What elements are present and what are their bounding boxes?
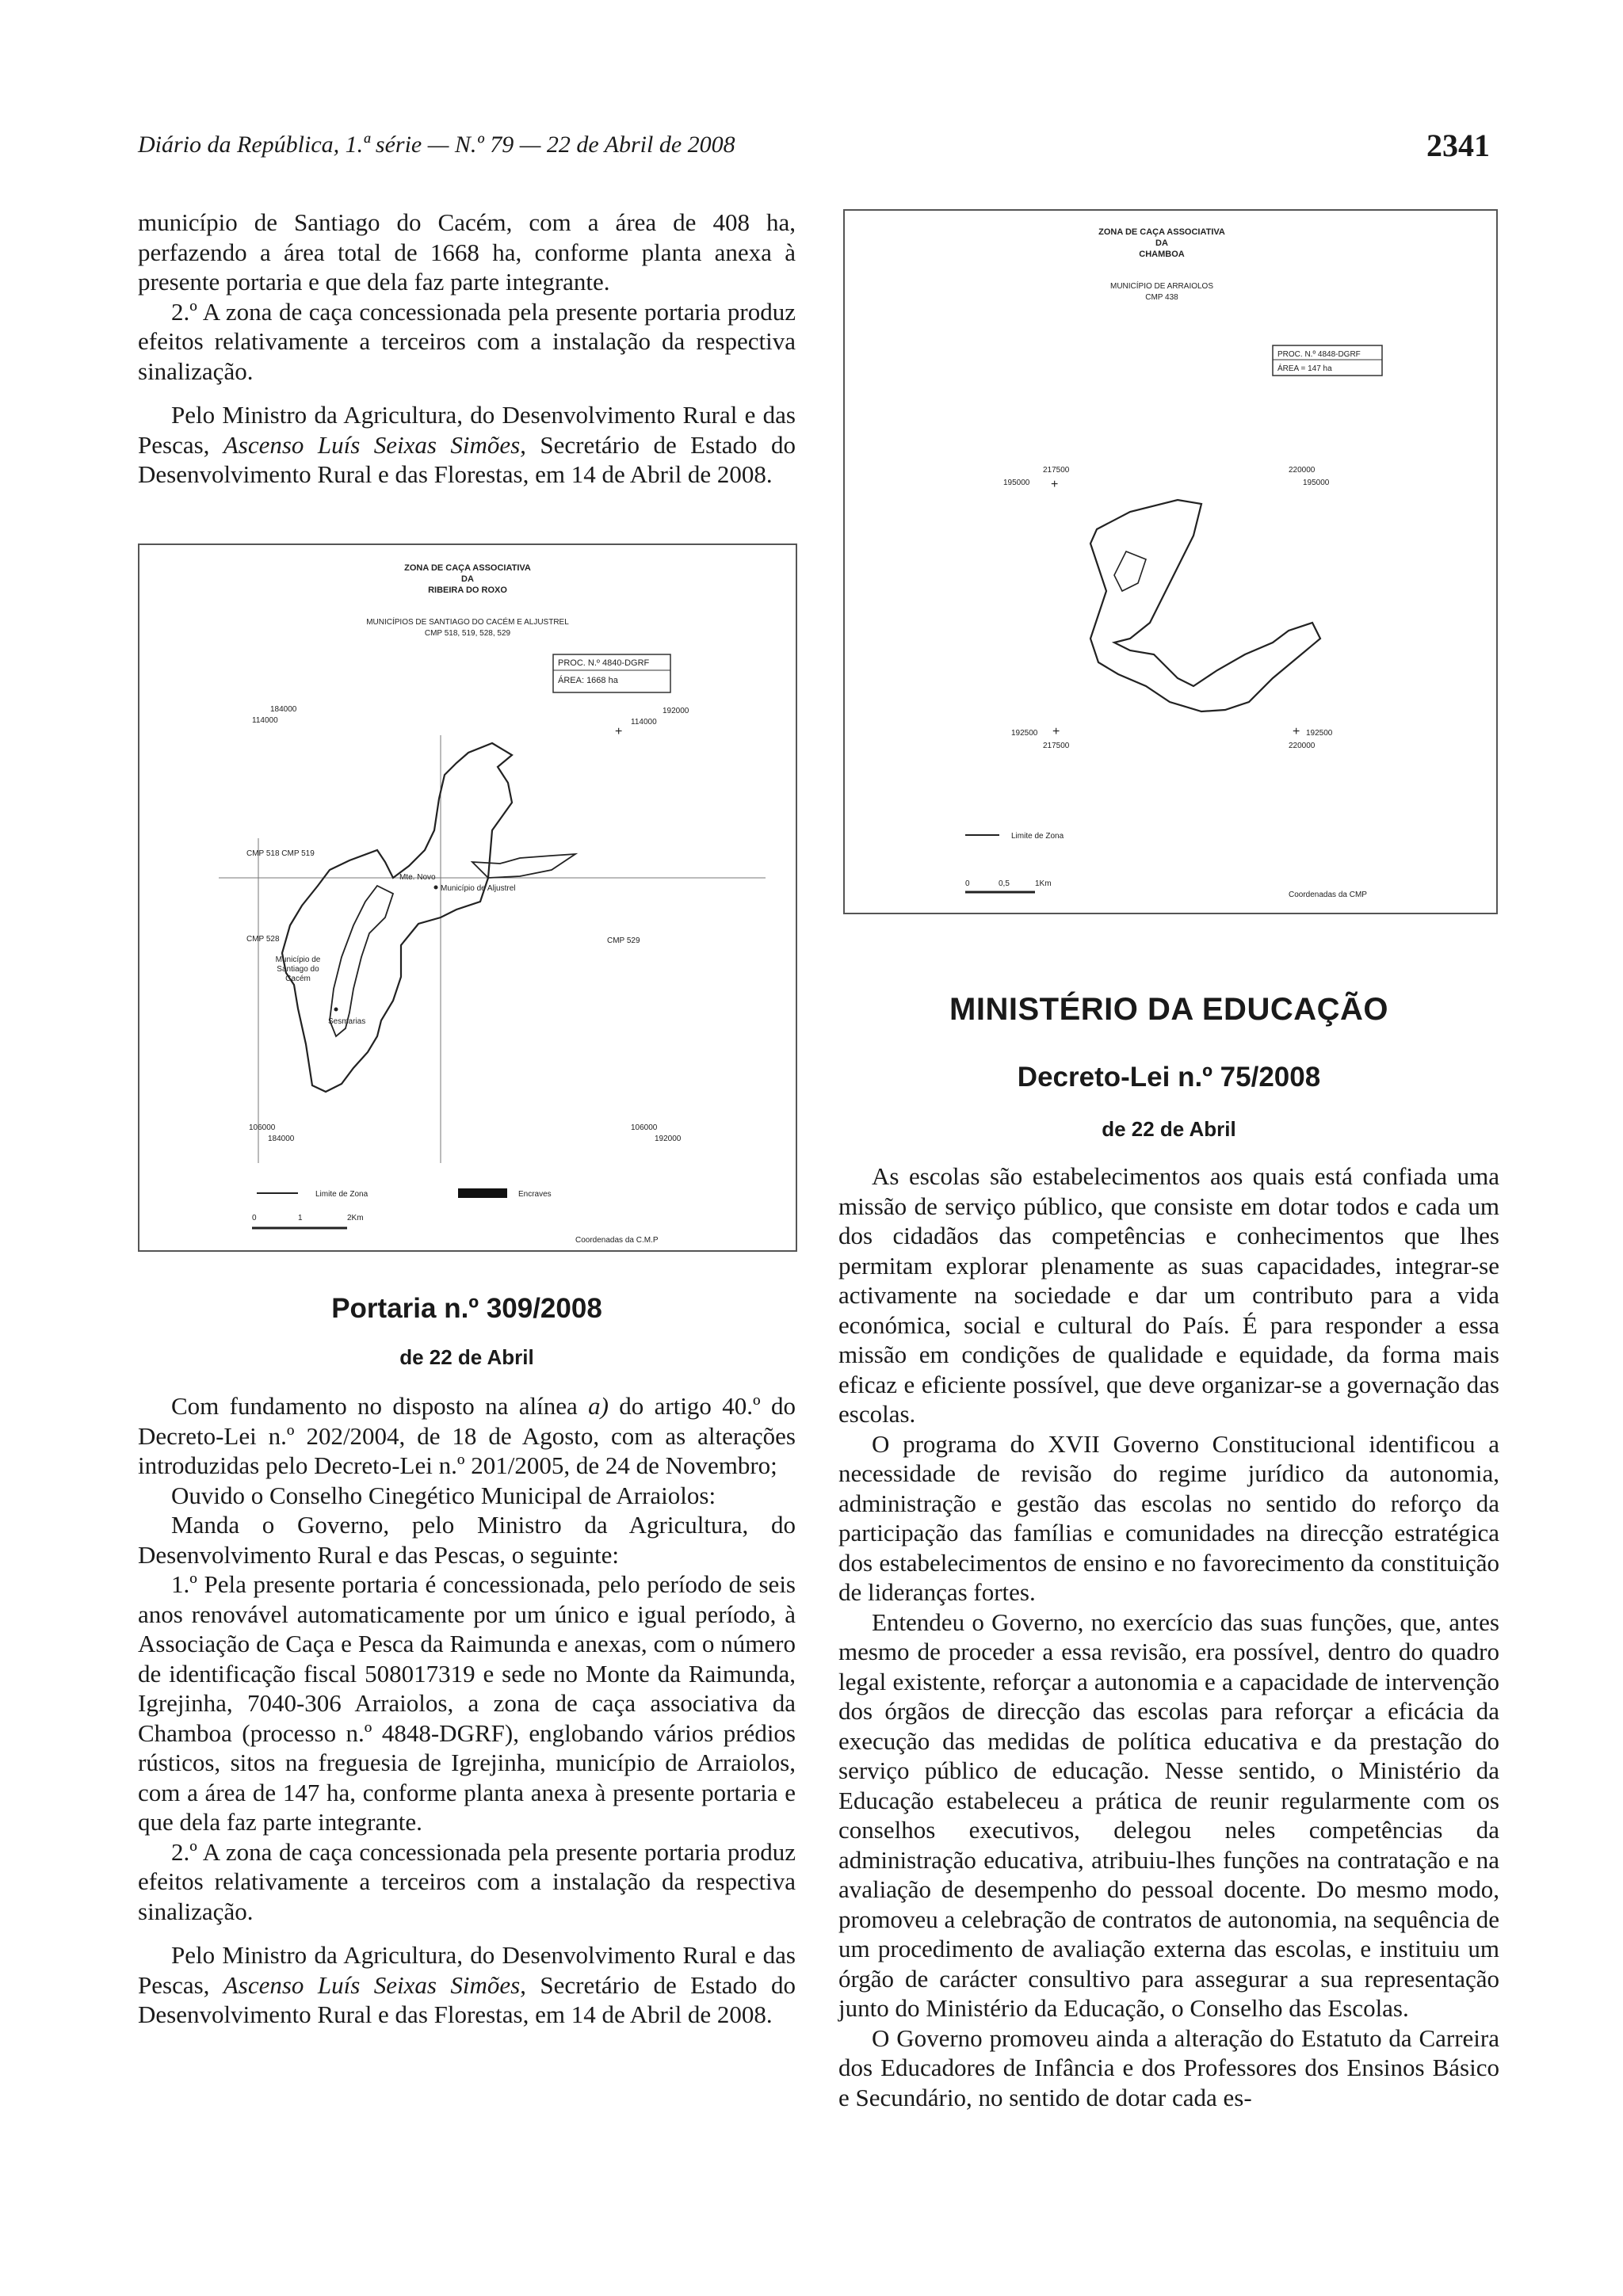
coord-label: 184000	[270, 705, 297, 714]
coord-label: 220000	[1289, 742, 1316, 750]
cross-marker: +	[1052, 725, 1060, 738]
paragraph: O Governo promoveu ainda a alteração do Estatuto da Carreira dos Educadores de Infância e dos Professores dos Ensinos Básico e Secundário, no sentido de dotar cada es-	[838, 2023, 1499, 2111]
paragraph: Manda o Governo, pelo Ministro da Agricultura, do Desenvolvimento Rural e das Pescas, o seguinte:	[138, 1511, 796, 1569]
map-subtitle: MUNICÍPIO DE ARRAIOLOS	[1109, 282, 1214, 291]
cmp-label: CMP 518 CMP 519	[246, 849, 315, 858]
scale-label: 0	[965, 879, 970, 888]
map-title: DA	[1155, 238, 1168, 248]
coord-label: 184000	[268, 1135, 295, 1143]
map-title: DA	[461, 574, 474, 584]
map-chamboa	[843, 209, 1498, 914]
paragraph: Entendeu o Governo, no exercício das suas funções, que, antes mesmo de proceder a essa revisão, era possível, dentro do quadro legal existente, reforçar a autonomia e a capacidade de intervenção dos órgãos de direcção das escolas para reforçar a eficácia da execução das medidas de política educativa e da prestação do serviço público de educação. Nesse sentido, o Ministério da Educação estabeleceu a prática de reunir regularmente com os conselhos executivos, delegou neles competências da administração educativa, atribuiu-lhes funções na contratação e na avaliação de desempenho do pessoal docente. Do mesmo modo, promoveu a celebração de contratos de autonomia, na sequência de um procedimento de avaliação externa das escolas, e instituiu um órgão de carácter consultivo para assegurar a sua representação junto do Ministério da Educação, o Conselho das Escolas.	[838, 1608, 1499, 2022]
scale-label: 0	[252, 1214, 257, 1222]
page-number: 2341	[1426, 128, 1490, 163]
paragraph: 2.º A zona de caça concessionada pela presente portaria produz efeitos relativamente a terceiros com a instalação da respectiva sinalização.	[138, 297, 796, 385]
scale-label: 1Km	[1035, 879, 1052, 888]
coords-note: Coordenadas da C.M.P	[575, 1236, 659, 1245]
decree-title: Decreto-Lei n.º 75/2008	[1017, 1062, 1321, 1093]
place-label: Mte. Novo	[399, 873, 436, 882]
paragraph: As escolas são estabelecimentos aos quais está confiada uma missão de serviço público, que consiste em dotar todos e cada um dos cidadãos das competências e conhecimentos que lhes permitam explorar plenamente as suas capacidades, integrar-se activamente na sociedade e dar um contributo para a vida económica, social e cultural do País. É para responder a essa missão em condições de qualidade e equidade, da forma mais eficaz e eficiente possível, que deve organizar-se a governação das escolas.	[838, 1162, 1499, 1428]
area-label: ÁREA: 1668 ha	[558, 676, 618, 685]
map-title: CHAMBOA	[1139, 250, 1185, 259]
coord-label: 217500	[1043, 466, 1070, 475]
portaria-title: Portaria n.º 309/2008	[331, 1293, 602, 1324]
coord-label: 195000	[1303, 479, 1330, 487]
proc-label: PROC. N.º 4840-DGRF	[558, 658, 650, 668]
coord-label: 195000	[1003, 479, 1030, 487]
map-subtitle: MUNICÍPIOS DE SANTIAGO DO CACÉM E ALJUSTREL	[366, 618, 569, 627]
cmp-label: CMP 528	[246, 935, 280, 944]
place-label: Município de Santiago do Cacém	[275, 955, 321, 983]
area-label: ÁREA = 147 ha	[1277, 364, 1332, 373]
portaria-body	[138, 1391, 796, 2030]
coord-label: 106000	[631, 1123, 658, 1132]
coords-note: Coordenadas da CMP	[1289, 891, 1367, 899]
map-subtitle: CMP 438	[1145, 293, 1178, 302]
map-title: RIBEIRA DO ROXO	[428, 585, 507, 595]
legend-label: Encraves	[518, 1190, 552, 1199]
coord-label: 114000	[252, 716, 278, 725]
paragraph: Ouvido o Conselho Cinegético Municipal de Arraiolos:	[171, 1481, 716, 1509]
coord-label: 217500	[1043, 742, 1070, 750]
map-ribeira-do-roxo	[138, 543, 797, 1252]
legend-label: Limite de Zona	[1011, 832, 1064, 841]
paragraph: O programa do XVII Governo Constitucional identificou a necessidade de revisão do regime jurídico da autonomia, administração e gestão das escolas no sentido do reforço da participação das famílias e comunidades na direcção estratégica dos estabelecimentos de ensino e no favorecimento da constituição de lideranças fortes.	[838, 1429, 1499, 1606]
cross-marker: +	[1051, 478, 1059, 491]
cross-marker: +	[615, 725, 623, 738]
scale-label: 2Km	[347, 1214, 364, 1222]
ministry-title: MINISTÉRIO DA EDUCAÇÃO	[949, 992, 1388, 1027]
map-subtitle: CMP 518, 519, 528, 529	[424, 629, 511, 638]
decree-body	[838, 1161, 1499, 2112]
signature-paragraph: Pelo Ministro da Agricultura, do Desenvolvimento Rural e das Pescas, Ascenso Luís Seixas Simões, Secretário de Estado do Desenvolvimento Rural e das Florestas, em 14 de Abril de 2008.	[138, 1941, 796, 2028]
left-top-text	[138, 208, 796, 490]
coord-label: 192500	[1306, 729, 1333, 738]
signature-paragraph: Pelo Ministro da Agricultura, do Desenvolvimento Rural e das Pescas, Ascenso Luís Seixas Simões, Secretário de Estado do Desenvolvimento Rural e das Florestas, em 14 de Abril de 2008.	[138, 401, 796, 488]
paragraph: 2.º A zona de caça concessionada pela presente portaria produz efeitos relativamente a terceiros com a instalação da respectiva sinalização.	[138, 1837, 796, 1925]
cross-marker: +	[1293, 725, 1300, 738]
proc-label: PROC. N.º 4848-DGRF	[1277, 350, 1361, 359]
coord-label: 192500	[1011, 729, 1038, 738]
coord-label: 192000	[655, 1135, 682, 1143]
coord-label: 192000	[663, 707, 689, 715]
coord-label: 114000	[631, 718, 657, 727]
decree-date: de 22 de Abril	[1102, 1117, 1236, 1141]
coord-label: 106000	[249, 1123, 276, 1132]
portaria-date: de 22 de Abril	[399, 1345, 534, 1369]
cmp-label: CMP 529	[607, 936, 640, 945]
scale-label: 0,5	[999, 879, 1010, 888]
map-title: ZONA DE CAÇA ASSOCIATIVA	[404, 563, 531, 573]
coord-label: 220000	[1289, 466, 1316, 475]
paragraph: município de Santiago do Cacém, com a área de 408 ha, perfazendo a área total de 1668 ha, conforme planta anexa à presente portaria e que dela faz parte integrante.	[138, 208, 796, 296]
paragraph: Com fundamento no disposto na alínea a) do artigo 40.º do Decreto-Lei n.º 202/2004, de 18 de Agosto, com as alterações introduzidas pelo Decreto-Lei n.º 201/2005, de 24 de Novembro;	[138, 1392, 796, 1479]
scale-label: 1	[298, 1214, 303, 1222]
journal-header: Diário da República, 1.ª série — N.º 79 — 22 de Abril de 2008	[138, 132, 735, 158]
map-title: ZONA DE CAÇA ASSOCIATIVA	[1098, 227, 1225, 237]
paragraph: 1.º Pela presente portaria é concessionada, pelo período de seis anos renovável automaticamente por um único e igual período, à Associação de Caça e Pesca da Raimunda e anexas, com o número de identificação fiscal 508017319 e sede no Monte da Raimunda, Igrejinha, 7040-306 Arraiolos, a zona de caça associativa da Chamboa (processo n.º 4848-DGRF), englobando vários prédios rústicos, sitos na freguesia de Igrejinha, município de Arraiolos, com a área de 147 ha, conforme planta anexa à presente portaria e que dela faz parte integrante.	[138, 1570, 796, 1836]
place-label: Município de Aljustrel	[441, 884, 516, 893]
place-label: Sesmarias	[328, 1017, 366, 1026]
legend-label: Limite de Zona	[315, 1190, 369, 1199]
